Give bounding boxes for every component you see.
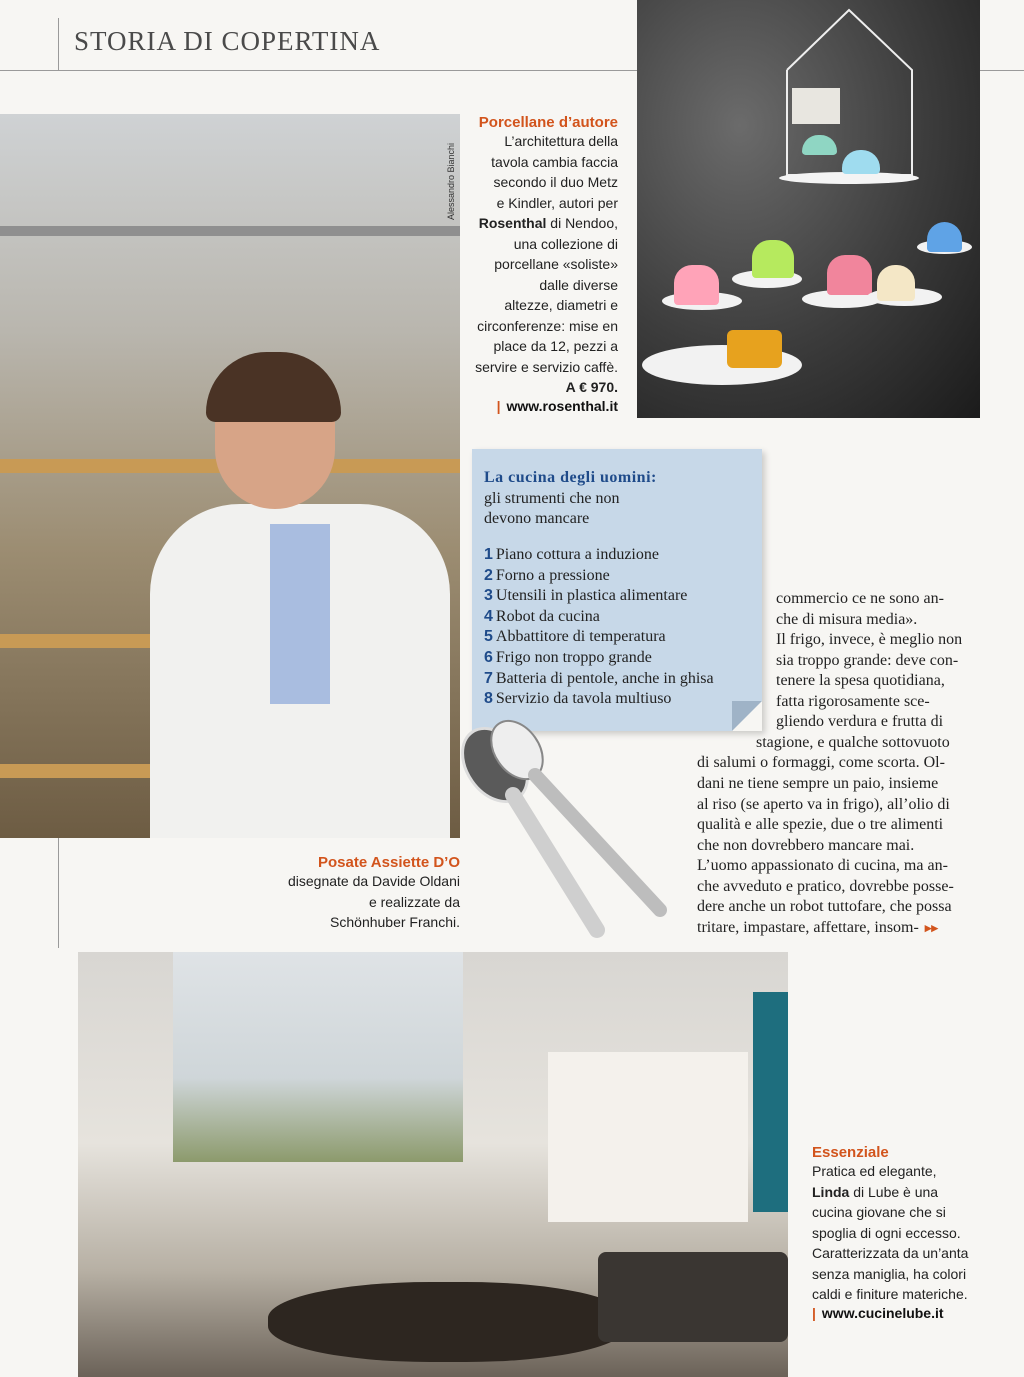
cucinelube-link[interactable]: | www.cucinelube.it bbox=[812, 1304, 944, 1321]
posate-caption bbox=[248, 854, 460, 933]
brand-name: Rosenthal bbox=[478, 215, 547, 231]
caption-heading: Posate Assiette D’O bbox=[318, 854, 460, 871]
box-subtitle: gli strumenti che non devono mancare bbox=[484, 490, 620, 527]
price: A € 970. bbox=[565, 379, 618, 395]
caption-body: Pratica ed elegante, Linda di Lube è una cucina giovane che si spoglia di ogni eccesso. Caratterizzata da un’anta senza maniglia, ha colori caldi e finiture materiche. bbox=[812, 1163, 969, 1302]
list-item: 7 Batteria di pentole, anche in ghisa bbox=[484, 669, 714, 687]
list-item: 6 Frigo non troppo grande bbox=[484, 648, 652, 666]
porcelain-photo bbox=[637, 0, 980, 418]
list-item: 1 Piano cottura a induzione bbox=[484, 546, 659, 563]
column-divider bbox=[58, 838, 59, 948]
tips-box bbox=[472, 449, 762, 731]
caption-body: L’architettura della tavola cambia faccia secondo il duo Metz e Kindler, autori per Rosenthal di Nendoo, una collezione di porcellane «soliste» dalle diverse altezze, diametri e circonferenze: mise en place da 12, pezzi a servire e servizio caffè. A € 970. bbox=[470, 131, 618, 398]
list-item: 5 Abbattitore di temperatura bbox=[484, 628, 666, 646]
caption-body: disegnate da Davide Oldani e realizzate da Schönhuber Franchi. bbox=[287, 873, 460, 930]
header-divider-vertical bbox=[58, 18, 59, 70]
tools-list bbox=[484, 545, 714, 710]
photo-credit bbox=[443, 120, 457, 220]
box-title: La cucina degli uomini: bbox=[484, 469, 657, 486]
rosenthal-link[interactable]: | www.rosenthal.it bbox=[496, 397, 618, 414]
essenziale-caption bbox=[812, 1144, 992, 1321]
cutlery-illustration bbox=[425, 715, 685, 955]
list-item: 8 Servizio da tavola multiuso bbox=[484, 690, 672, 708]
chef-photo bbox=[0, 114, 460, 838]
porcelain-caption bbox=[470, 114, 618, 414]
list-item: 4 Robot da cucina bbox=[484, 607, 600, 625]
brand-name: Linda bbox=[812, 1183, 850, 1200]
kitchen-photo bbox=[78, 952, 788, 1377]
article-body: commercio ce ne sono an- che di misura media». Il frigo, invece, è meglio non sia troppo grande: deve con- tenere la spesa quotidiana, fatta rigorosamente sce- gliendo verdura e frutta di stagione, e qualche sottovuoto di salumi o formaggi, come scorta. Ol- dani ne tiene sempre un paio, insieme al riso (se aperto va in frigo), all’olio di qualità e alle spezie, due o tre alimenti che non dovrebbero mancare mai. L’uomo appassionato di cucina, ma an- che avveduto e pratico, dovrebbe posse- dere anche un robot tuttofare, che possa tritare, impastare, affettare, insom- ▸▸ bbox=[697, 590, 963, 936]
list-item: 2 Forno a pressione bbox=[484, 566, 610, 584]
caption-heading: Essenziale bbox=[812, 1144, 889, 1161]
section-title: STORIA DI COPERTINA bbox=[74, 26, 381, 56]
continue-arrow-icon: ▸▸ bbox=[924, 920, 938, 935]
page-fold bbox=[732, 701, 762, 731]
caption-heading: Porcellane d’autore bbox=[478, 114, 618, 131]
list-item: 3 Utensili in plastica alimentare bbox=[484, 587, 688, 605]
svg-text:Alessandro Bianchi: Alessandro Bianchi bbox=[446, 142, 456, 220]
